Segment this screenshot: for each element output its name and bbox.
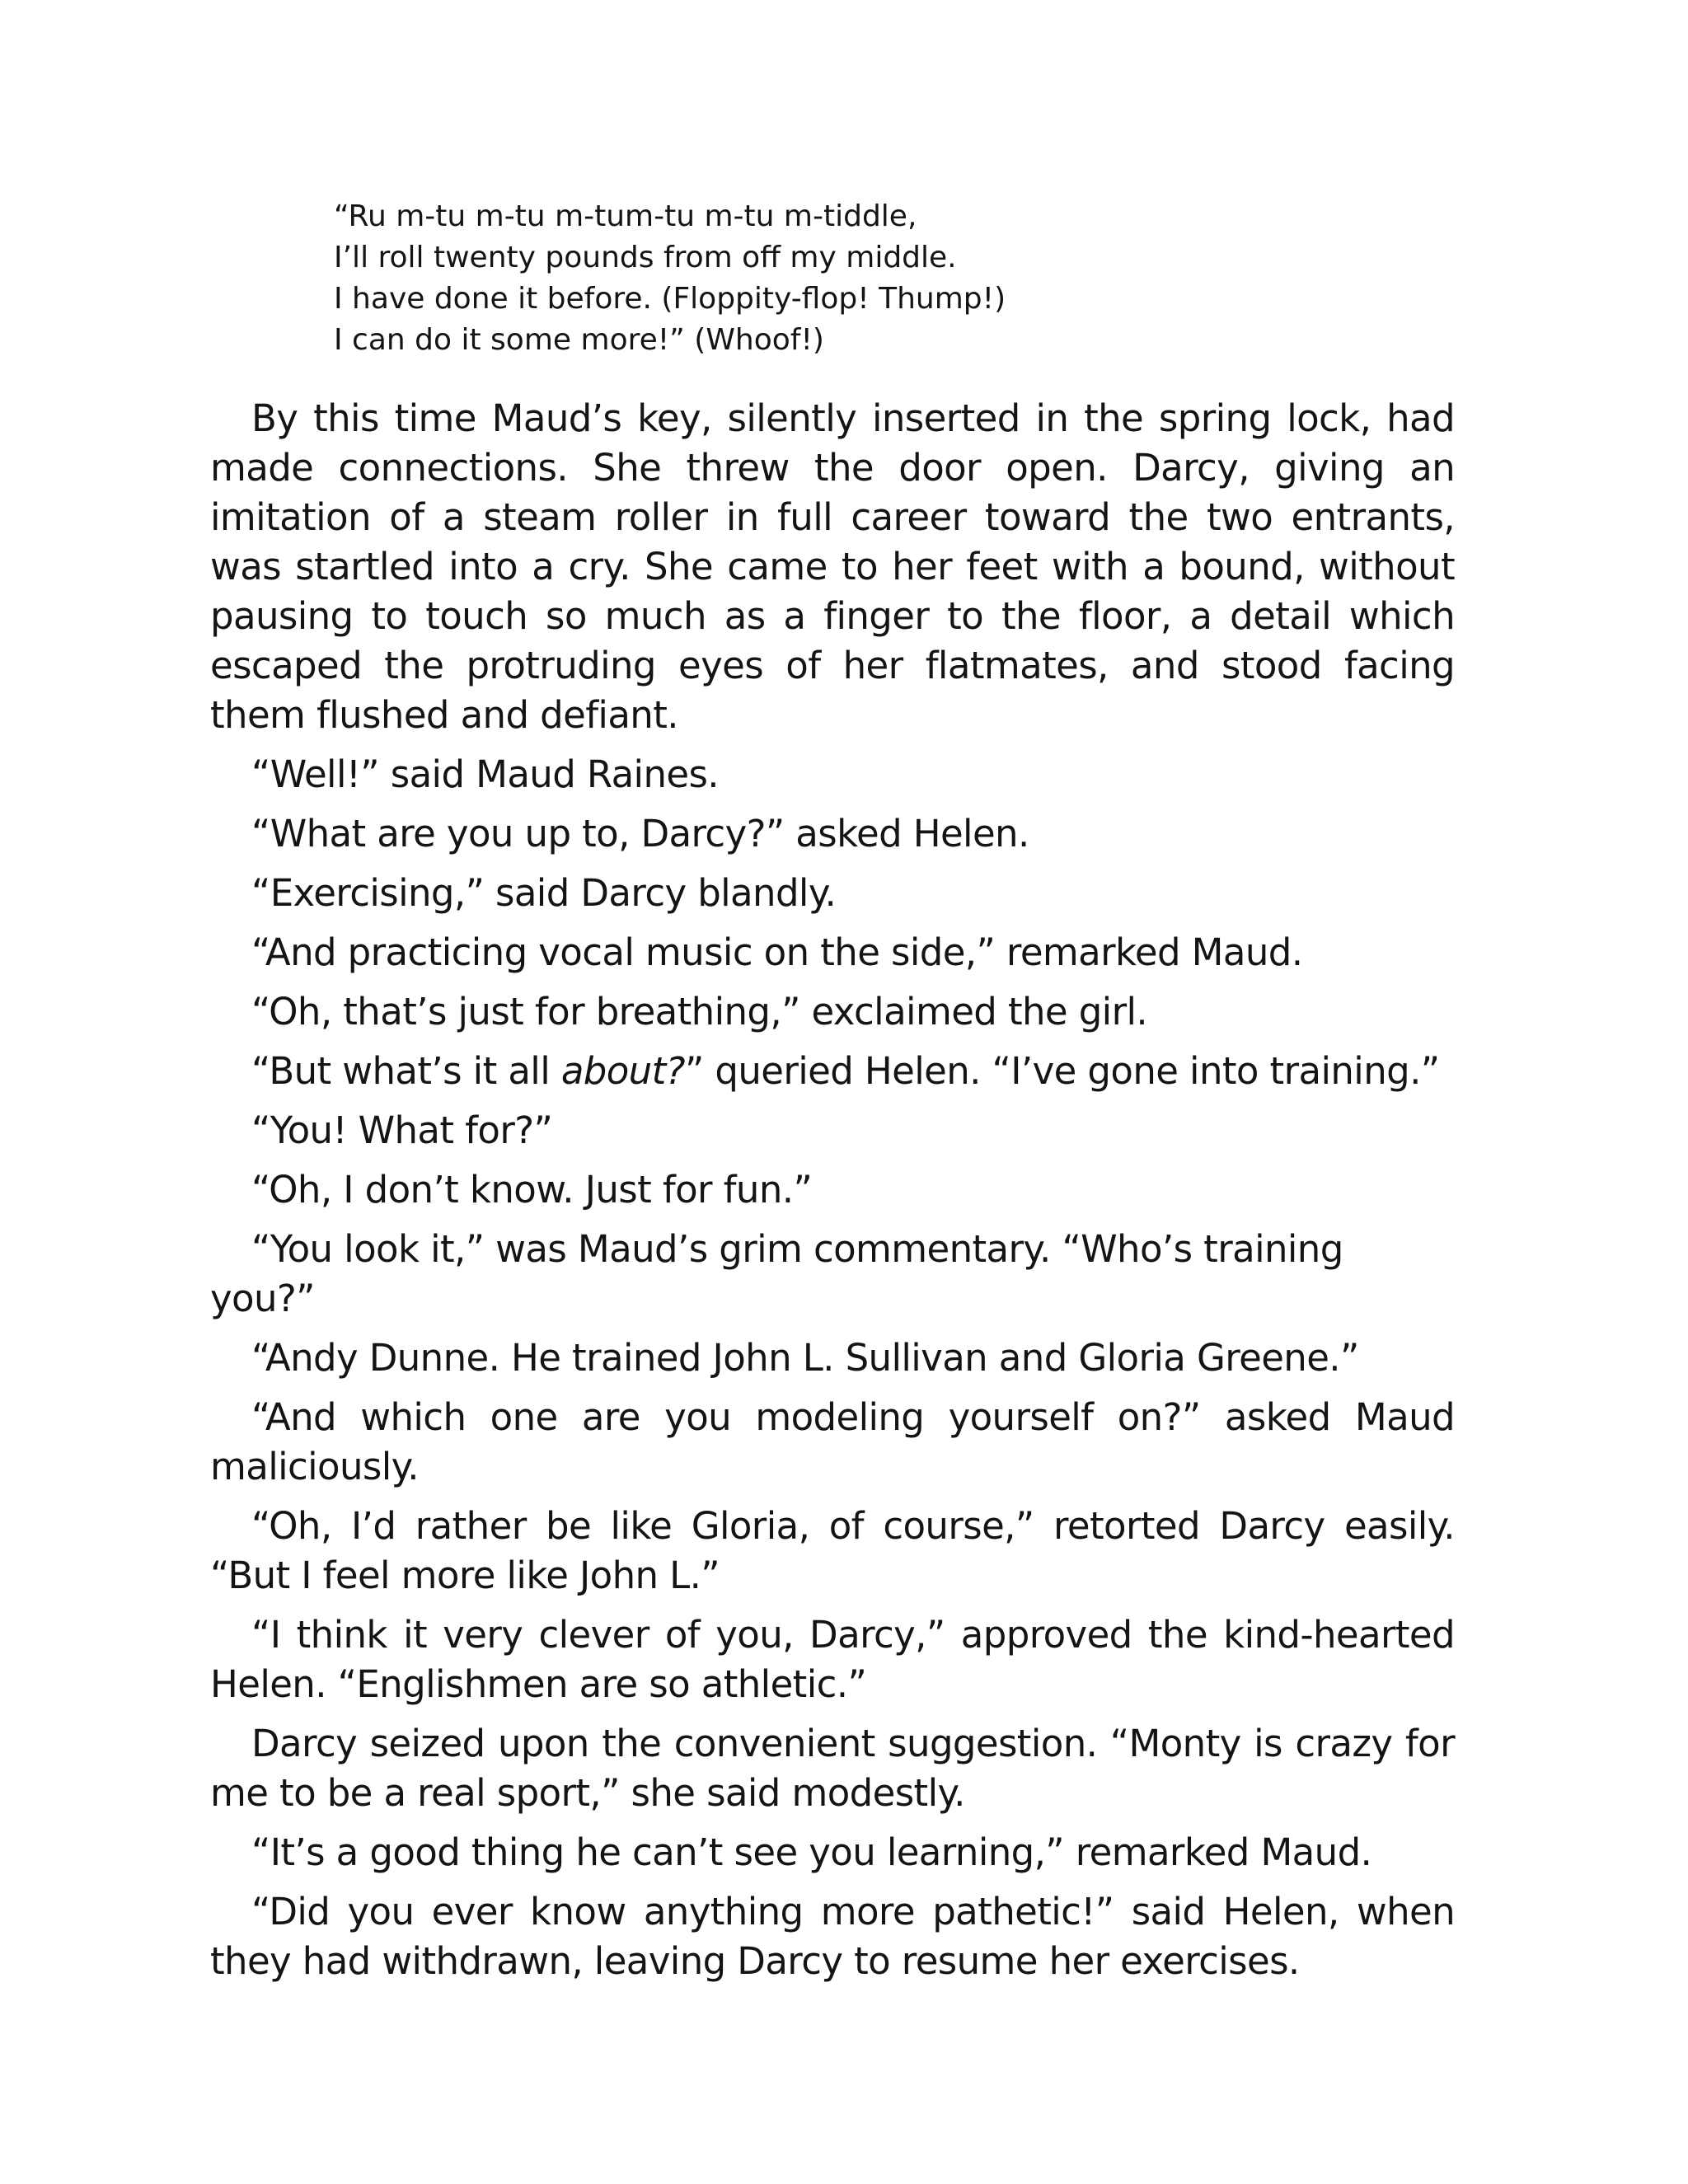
paragraph: “Andy Dunne. He trained John L. Sullivan and Gloria Greene.” (251, 1336, 1359, 1380)
paragraph: Darcy seized upon the convenient suggestion. “Monty is crazy for me to be a real sport,” she said modestly. (210, 1722, 1455, 1815)
paragraph: “And practicing vocal music on the side,” remarked Maud. (251, 930, 1303, 974)
verse-line: I have done it before. (Floppity-flop! Thump!) (334, 282, 1006, 316)
verse-line: “Ru m-tu m-tu m-tum-tu m-tu m-tiddle, (334, 199, 917, 233)
paragraph: “You look it,” was Maud’s grim commentary. “Who’s training you?” (210, 1227, 1343, 1320)
paragraph: “It’s a good thing he can’t see you learning,” remarked Maud. (251, 1830, 1372, 1874)
paragraph: “Oh, that’s just for breathing,” exclaimed the girl. (251, 990, 1148, 1033)
emphasis-text: about? (560, 1049, 685, 1093)
paragraph: By this time Maud’s key, silently inserted in the spring lock, had made connections. She threw the door open. Darcy, giving an imitation of a steam roller in full career toward the two entrants, was startled into a cry. She came to her feet with a bound, without pausing to touch so much as a finger to the floor, a detail which escaped the protruding eyes of her flatmates, and stood facing them flushed and defiant. (210, 396, 1455, 737)
paragraph: “Oh, I’d rather be like Gloria, of course,” retorted Darcy easily. “But I feel more like John L.” (210, 1504, 1455, 1597)
prose-body (210, 394, 1455, 1996)
paragraph-text: “But what’s it all (251, 1049, 561, 1093)
paragraph-text: ” queried Helen. “I’ve gone into training.” (684, 1049, 1440, 1093)
paragraph: “And which one are you modeling yourself on?” asked Maud maliciously. (210, 1395, 1455, 1488)
paragraph (210, 1047, 1455, 1096)
paragraph: “You! What for?” (251, 1108, 553, 1152)
verse-line: I’ll roll twenty pounds from off my middle. (334, 241, 957, 274)
paragraph: “I think it very clever of you, Darcy,” approved the kind-hearted Helen. “Englishmen are so athletic.” (210, 1613, 1455, 1706)
verse-line: I can do it some more!” (Whoof!) (334, 323, 824, 357)
paragraph: “Oh, I don’t know. Just for fun.” (251, 1168, 813, 1212)
paragraph: “What are you up to, Darcy?” asked Helen. (251, 812, 1029, 855)
paragraph: “Did you ever know anything more pathetic!” said Helen, when they had withdrawn, leaving Darcy to resume her exercises. (210, 1890, 1455, 1983)
verse-block (334, 196, 1405, 361)
paragraph: “Exercising,” said Darcy blandly. (251, 871, 837, 915)
paragraph: “Well!” said Maud Raines. (251, 752, 720, 796)
